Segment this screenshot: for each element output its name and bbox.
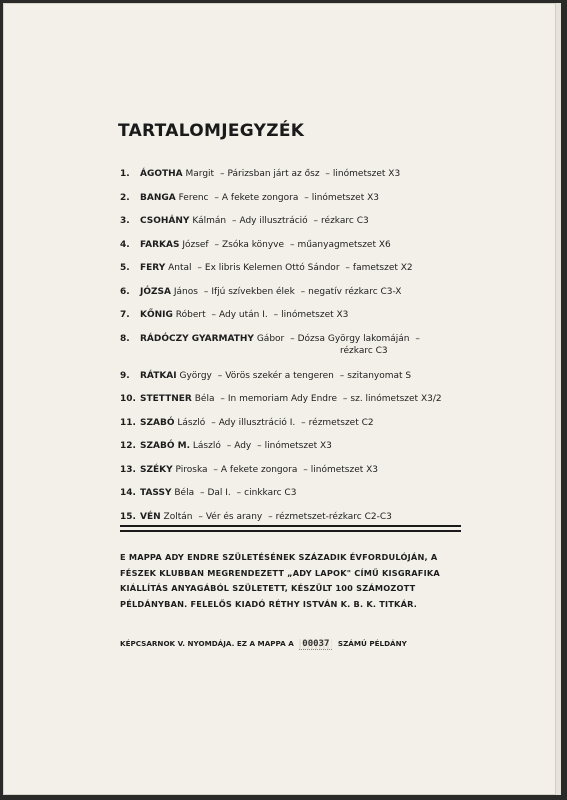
technique: rézmetszet C2: [308, 417, 374, 428]
work-title: Zsóka könyve: [221, 239, 285, 250]
printer-text: KÉPCSARNOK V. NYOMDÁJA. EZ A MAPPA A: [120, 639, 294, 648]
artist-given-name: László: [192, 441, 221, 451]
artist-given-name: Zoltán: [163, 511, 193, 522]
work-title: Ex libris Kelemen Ottó Sándor: [204, 263, 340, 273]
entry-text: [140, 511, 392, 523]
separator: –: [236, 488, 242, 498]
artist-given-name: Kálmán: [192, 216, 227, 226]
artist-surname: FERY: [140, 263, 166, 273]
artist-surname: SZÉKY: [140, 464, 173, 475]
separator: –: [257, 441, 262, 451]
technique: fametszet X2: [352, 263, 413, 273]
separator: –: [289, 239, 295, 250]
separator: –: [301, 417, 306, 428]
artist-given-name: György: [179, 370, 212, 381]
printer-text-end: SZÁMÚ PÉLDÁNY: [337, 639, 407, 648]
entry-number: 13.: [120, 464, 136, 475]
separator: –: [273, 310, 279, 320]
artist-given-name: Béla: [174, 488, 195, 498]
separator: –: [203, 286, 209, 297]
entry-number: 2.: [120, 192, 130, 203]
technique: negatív rézkarc C3-X: [308, 286, 402, 297]
toc-entry: [120, 239, 465, 263]
separator: –: [211, 310, 216, 320]
entry-text: [140, 487, 296, 499]
separator: –: [199, 488, 205, 498]
artist-surname: ÁGOTHA: [140, 169, 183, 179]
artist-given-name: Ferenc: [178, 192, 209, 203]
work-title: Dal I.: [207, 488, 231, 498]
technique: rézkarc C3: [340, 345, 388, 356]
separator: –: [300, 286, 306, 297]
toc-entry: [120, 192, 465, 216]
artist-surname: SZABÓ: [140, 417, 175, 428]
technique: műanyagmetszet X6: [297, 239, 391, 250]
entry-number: 15.: [120, 511, 136, 522]
technique: cinkkarc C3: [244, 488, 297, 498]
entry-text: [140, 262, 413, 274]
entry-number: 12.: [120, 441, 136, 451]
artist-given-name: József: [182, 239, 209, 250]
separator: –: [197, 263, 202, 273]
artist-given-name: Margit: [185, 169, 215, 179]
entry-text: [140, 440, 332, 452]
artist-given-name: János: [173, 286, 198, 297]
technique: rézmetszet-rézkarc C2-C3: [275, 511, 392, 522]
entry-number: 9.: [120, 370, 130, 381]
toc-entry: [120, 370, 465, 394]
separator: –: [415, 333, 420, 344]
page-edge: [555, 3, 561, 795]
artist-given-name: Béla: [194, 394, 215, 404]
artist-surname: BANGA: [140, 192, 176, 203]
work-title: Ady illusztráció I.: [218, 417, 296, 428]
double-rule: [120, 525, 461, 535]
separator: –: [219, 169, 225, 179]
technique: sz. linómetszet X3/2: [350, 394, 442, 404]
separator: –: [226, 441, 232, 451]
work-title: Vörös szekér a tengeren: [225, 370, 334, 381]
separator: –: [211, 417, 216, 428]
separator: –: [214, 192, 219, 203]
separator: –: [231, 216, 237, 226]
separator: –: [198, 511, 203, 522]
artist-surname: FARKAS: [140, 239, 180, 250]
artist-given-name: Róbert: [175, 310, 206, 320]
toc-entry: [120, 333, 465, 370]
toc-entry: [120, 286, 465, 310]
entry-number: 6.: [120, 286, 130, 297]
technique: rézkarc C3: [321, 216, 369, 226]
rule-line: [120, 530, 461, 532]
technique: linómetszet X3: [310, 464, 379, 475]
entry-number: 1.: [120, 169, 130, 179]
toc-entry: [120, 464, 465, 488]
toc-entry: [120, 309, 465, 333]
separator: –: [290, 333, 295, 344]
technique: linómetszet X3: [332, 169, 401, 179]
toc-entry: [120, 393, 465, 417]
entry-number: 10.: [120, 394, 136, 404]
artist-given-name: Antal: [168, 263, 192, 273]
entry-text: [140, 370, 411, 382]
entry-text: [140, 333, 423, 357]
entry-text: [140, 417, 374, 429]
artist-surname: KŐNIG: [140, 310, 173, 320]
artist-surname: RÁDÓCZY GYARMATHY: [140, 333, 254, 344]
entry-text: [140, 464, 378, 476]
entry-number: 14.: [120, 488, 136, 498]
work-title: A fekete zongora: [220, 464, 298, 475]
technique: linómetszet X3: [281, 310, 349, 320]
separator: –: [313, 216, 319, 226]
artist-surname: STETTNER: [140, 394, 192, 404]
separator: –: [339, 370, 345, 381]
separator: –: [220, 394, 225, 404]
work-title: Ady után I.: [219, 310, 268, 320]
separator: –: [303, 464, 308, 475]
table-of-contents: [120, 168, 465, 534]
document-page: [3, 3, 561, 795]
entry-number: 11.: [120, 417, 136, 428]
colophon-text: E MAPPA ADY ENDRE SZÜLETÉSÉNEK SZÁZADIK ÉVFORDULÓJÁN, A FÉSZEK KLUBBAN MEGRENDEZETT „ADY LAPOK" CÍMŰ KISGRAFIKA KIÁLLÍTÁS ANYAGÁBÓL SZÜLETETT, KÉSZÜLT 100 SZÁMOZOTT PÉLDÁNYBAN. FELELŐS KIADÓ RÉTHY ISTVÁN K. B. K. TITKÁR.: [120, 552, 440, 609]
toc-entry: [120, 168, 465, 192]
separator: –: [342, 394, 348, 404]
toc-entry: [120, 215, 465, 239]
artist-given-name: László: [177, 417, 206, 428]
toc-entry: [120, 262, 465, 286]
entry-number: 7.: [120, 310, 130, 320]
work-title: Párizsban járt az ősz: [227, 169, 320, 179]
work-title: Ady illusztráció: [239, 216, 308, 226]
separator: –: [213, 464, 218, 475]
entry-text: [140, 309, 348, 321]
page-title: TARTALOMJEGYZÉK: [118, 121, 305, 141]
separator: –: [214, 239, 219, 250]
artist-given-name: Piroska: [175, 464, 208, 475]
work-title: Dózsa György lakomáján: [297, 333, 410, 344]
rule-line: [120, 525, 461, 527]
separator: –: [304, 192, 309, 203]
artist-surname: JÓZSA: [140, 286, 171, 297]
artist-given-name: Gábor: [256, 333, 285, 344]
entry-text: [140, 286, 401, 298]
artist-surname: RÁTKAI: [140, 370, 177, 381]
toc-entry: [120, 440, 465, 464]
entry-number: 4.: [120, 239, 130, 250]
entry-text: [140, 215, 369, 227]
entry-text: [140, 168, 400, 180]
toc-entry: [120, 417, 465, 441]
work-title: Ifjú szívekben élek: [211, 286, 295, 297]
work-title: A fekete zongora: [221, 192, 299, 203]
separator: –: [217, 370, 223, 381]
technique: linómetszet X3: [264, 441, 332, 451]
toc-entry: [120, 487, 465, 511]
entry-number: 8.: [120, 333, 130, 344]
artist-surname: SZABÓ M.: [140, 441, 190, 451]
printer-line: [120, 639, 465, 650]
copy-number-stamp: 00037: [299, 639, 332, 650]
entry-number: 5.: [120, 263, 130, 273]
entry-number: 3.: [120, 216, 130, 226]
work-title: In memoriam Ady Endre: [227, 394, 338, 404]
artist-surname: VÉN: [140, 511, 161, 522]
separator: –: [345, 263, 350, 273]
artist-surname: CSOHÁNY: [140, 216, 190, 226]
separator: –: [268, 511, 273, 522]
entry-text: [140, 192, 379, 204]
artist-surname: TASSY: [140, 488, 172, 498]
work-title: Ady: [234, 441, 252, 451]
entry-text: [140, 239, 391, 251]
work-title: Vér és arany: [205, 511, 263, 522]
entry-text: [140, 393, 442, 405]
technique: linómetszet X3: [311, 192, 379, 203]
technique: szitanyomat S: [347, 370, 412, 381]
separator: –: [325, 169, 330, 179]
